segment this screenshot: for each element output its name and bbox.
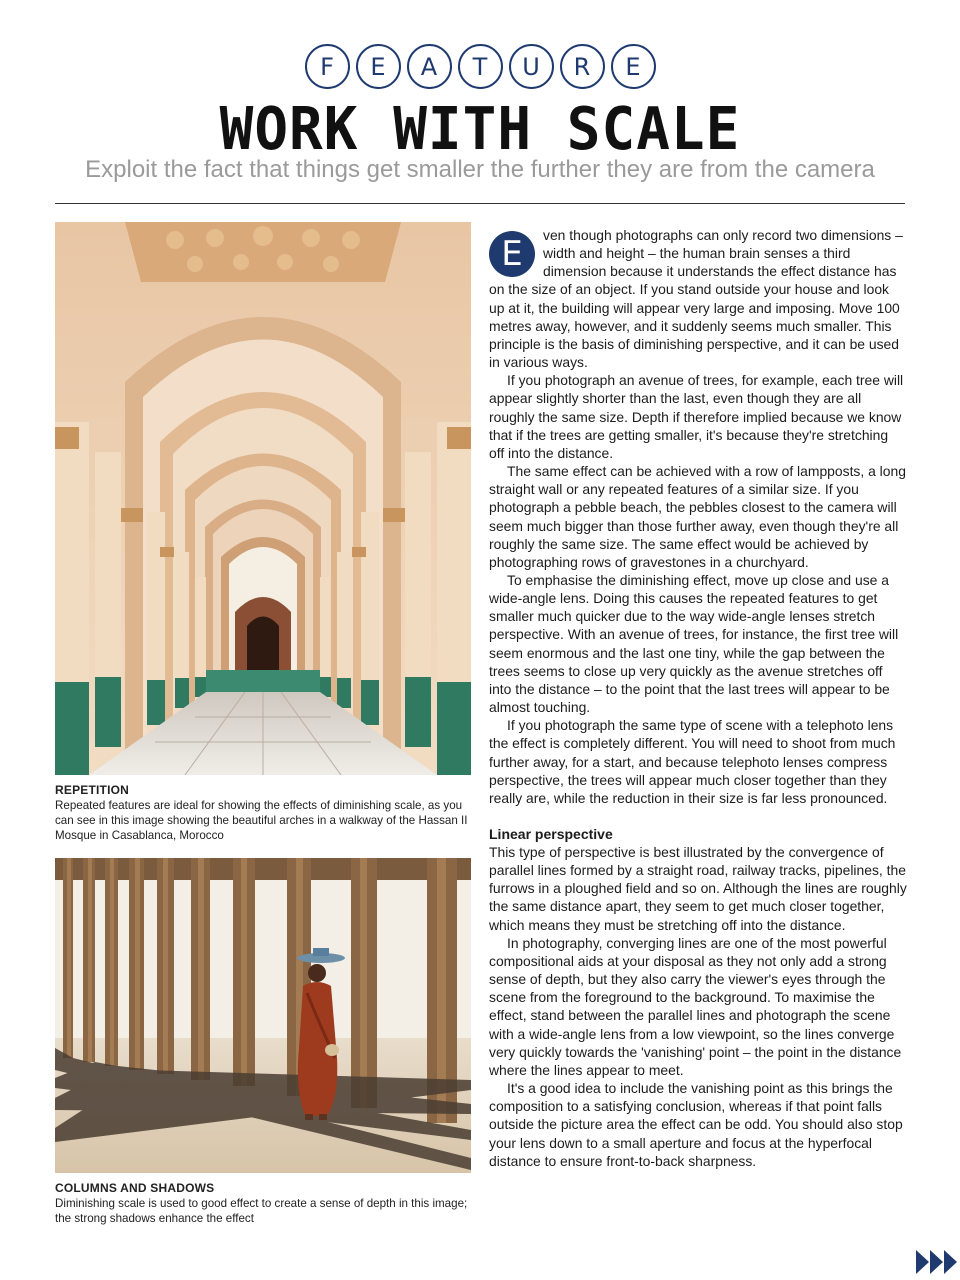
figure-caption <box>55 1181 473 1226</box>
arches-photo <box>55 222 471 775</box>
body-paragraph: To emphasise the diminishing effect, move up close and use a wide-angle lens. Doing this causes the repeated features to get smaller much quicker due to the way wide-angle lenses stretch perspective. With an avenue of trees, for instance, the first tree will seem enormous and the last one tiny, while the gap between the trees seems to close up very quickly as the avenue stretches off into the distance – to the point that the last trees will appear to be almost touching. <box>489 571 899 716</box>
kicker-letter: R <box>560 44 605 89</box>
kicker-letter: A <box>407 44 452 89</box>
header-divider <box>55 203 905 204</box>
feature-kicker <box>0 44 960 89</box>
caption-title: COLUMNS AND SHADOWS <box>55 1181 215 1195</box>
article-body <box>489 226 907 1170</box>
body-paragraph: The same effect can be achieved with a row of lampposts, a long straight wall or any repeated features of a similar size. If you photograph a pebble beach, the pebbles closest to the camera will seem much bigger than those further away, even though they're all roughly the same size. The same effect would be achieved by photographing rows of gravestones in a churchyard. <box>489 463 906 570</box>
kicker-letter: T <box>458 44 503 89</box>
section-spacer <box>489 807 907 825</box>
body-paragraph: If you photograph the same type of scene with a telephoto lens the effect is completely different. You will need to shoot from much further away, for a start, and because telephoto lenses compress perspective, the trees will appear much closer together than they really are, while the reduction in their size is far less pronounced. <box>489 717 896 806</box>
kicker-letter: F <box>305 44 350 89</box>
caption-text: Repeated features are ideal for showing the effects of diminishing scale, as you can see in this image showing the beautiful arches in a walkway of the Hassan II Mosque in Casablanca, Morocco <box>55 799 468 842</box>
page-title: WORK WITH SCALE <box>219 95 741 164</box>
section-heading: Linear perspective <box>489 826 613 842</box>
kicker-letter: E <box>611 44 656 89</box>
page-subtitle: Exploit the fact that things get smaller the further they are from the camera <box>85 156 875 183</box>
columns-photo <box>55 858 471 1173</box>
caption-text: Diminishing scale is used to good effect to create a sense of depth in this image; the strong shadows enhance the effect <box>55 1197 468 1225</box>
caption-title: REPETITION <box>55 783 130 797</box>
drop-cap: E <box>489 231 535 277</box>
triple-chevron-right-icon[interactable] <box>916 1250 958 1274</box>
intro-paragraph <box>489 226 907 371</box>
body-paragraph: In photography, converging lines are one of the most powerful compositional aids at your disposal as they not only add a strong sense of depth, but they also carry the viewer's eyes through the scene from the foreground to the background. To maximise the effect, stand between the parallel lines and photograph the scene with a wide-angle lens from a low viewpoint, so the lines converge very quickly towards the 'vanishing' point – the point in the distance where the lines appear to meet. <box>489 934 902 1078</box>
kicker-letter: E <box>356 44 401 89</box>
body-paragraph: It's a good idea to include the vanishing point as this brings the composition to a satisfying conclusion, whereas if that point falls outside the picture area the effect can be odd. You should also stop your lens down to a small aperture and focus at the hyperfocal distance to ensure front-to-back sharpness. <box>489 1080 903 1169</box>
intro-text: ven though photographs can only record two dimensions – width and height – the human brain senses a third dimension because it understands the effect distance has on the size of an object. If you stand outside your house and look up at it, the building will appear very large and imposing. Move 100 metres away, however, and it suddenly seems much smaller. This principle is the basis of diminishing perspective, and it can be used in various ways. <box>489 227 903 371</box>
figure-caption <box>55 783 473 843</box>
body-paragraph: If you photograph an avenue of trees, for example, each tree will appear slightly shorter than the last, even though they are all roughly the same size. Depth if therefore implied because we know that if the trees are getting smaller, it's because they're stretching off into the distance. <box>489 372 904 461</box>
kicker-letter: U <box>509 44 554 89</box>
body-paragraph: This type of perspective is best illustrated by the convergence of parallel lines formed by a straight road, railway tracks, pipelines, the furrows in a ploughed field and so on. Although the lines are roughly the same distance apart, they seem to get much closer together, which means they must be stretching off into the distance. <box>489 844 907 933</box>
